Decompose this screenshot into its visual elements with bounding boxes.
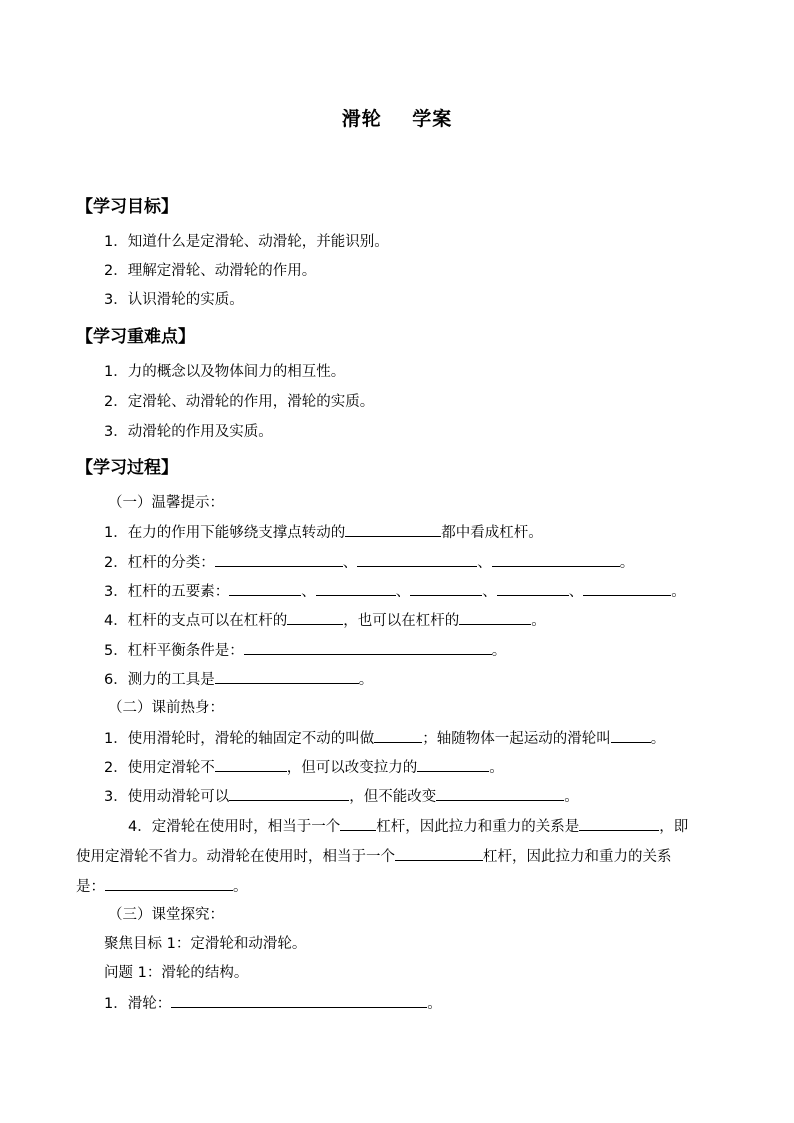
keypoint-item: 3．动滑轮的作用及实质。 [104, 424, 273, 440]
answer-blank[interactable] [579, 816, 659, 831]
answer-blank[interactable] [395, 846, 483, 861]
answer-blank[interactable] [374, 728, 422, 743]
question-row: 2．杠杆的分类： 、 、 。 [104, 552, 634, 573]
keypoints-heading: 【学习重难点】 [76, 327, 195, 347]
answer-blank[interactable] [316, 581, 396, 596]
question-row: 5．杠杆平衡条件是： 。 [104, 640, 506, 661]
answer-blank[interactable] [215, 669, 359, 684]
question-title: 问题 1：滑轮的结构。 [104, 965, 249, 981]
process-heading: 【学习过程】 [76, 458, 178, 478]
answer-blank[interactable] [215, 552, 343, 567]
objective-item: 2．理解定滑轮、动滑轮的作用。 [104, 263, 317, 279]
answer-blank[interactable] [345, 522, 441, 537]
question-row: 4．杠杆的支点可以在杠杆的 ，也可以在杠杆的 。 [104, 610, 546, 631]
answer-blank[interactable] [229, 786, 349, 801]
answer-blank[interactable] [492, 552, 620, 567]
focus-goal: 聚焦目标 1：定滑轮和动滑轮。 [104, 936, 307, 952]
question-row: 1．使用滑轮时，滑轮的轴固定不动的叫做 ；轴随物体一起运动的滑轮叫 。 [104, 728, 665, 749]
question-row-continued: 使用定滑轮不省力。动滑轮在使用时，相当于一个 杠杆，因此拉力和重力的关系 [76, 846, 672, 867]
answer-blank[interactable] [417, 757, 489, 772]
answer-blank[interactable] [611, 728, 651, 743]
answer-blank[interactable] [436, 786, 564, 801]
answer-blank[interactable] [244, 640, 492, 655]
question-row: 1．滑轮： 。 [104, 993, 442, 1014]
objective-item: 3．认识滑轮的实质。 [104, 292, 244, 308]
answer-blank[interactable] [105, 876, 233, 891]
answer-blank[interactable] [215, 757, 287, 772]
part3-label: （三）课堂探究： [108, 907, 224, 923]
part1-label: （一）温馨提示： [108, 495, 224, 511]
answer-blank[interactable] [287, 610, 343, 625]
answer-blank[interactable] [459, 610, 531, 625]
keypoint-item: 2．定滑轮、动滑轮的作用，滑轮的实质。 [104, 394, 375, 410]
answer-blank[interactable] [357, 552, 477, 567]
question-row: 3．使用动滑轮可以 ，但不能改变 。 [104, 786, 579, 807]
objective-item: 1．知道什么是定滑轮、动滑轮，并能识别。 [104, 234, 389, 250]
page-title: 滑轮 学案 [341, 108, 453, 130]
answer-blank[interactable] [171, 993, 427, 1008]
objectives-heading: 【学习目标】 [76, 197, 178, 217]
question-row: 6．测力的工具是 。 [104, 669, 373, 690]
answer-blank[interactable] [229, 581, 301, 596]
question-row-continued: 是： 。 [76, 876, 248, 897]
answer-blank[interactable] [340, 816, 376, 831]
keypoint-item: 1．力的概念以及物体间力的相互性。 [104, 364, 346, 380]
question-row: 2．使用定滑轮不 ，但可以改变拉力的 。 [104, 757, 504, 778]
answer-blank[interactable] [583, 581, 671, 596]
answer-blank[interactable] [410, 581, 482, 596]
part2-label: （二）课前热身： [108, 700, 224, 716]
question-row: 4．定滑轮在使用时，相当于一个 杠杆，因此拉力和重力的关系是 ，即 [128, 816, 688, 837]
question-row: 1．在力的作用下能够绕支撑点转动的 都中看成杠杆。 [104, 522, 543, 543]
answer-blank[interactable] [497, 581, 569, 596]
question-row: 3．杠杆的五要素： 、 、 、 、 。 [104, 581, 686, 602]
